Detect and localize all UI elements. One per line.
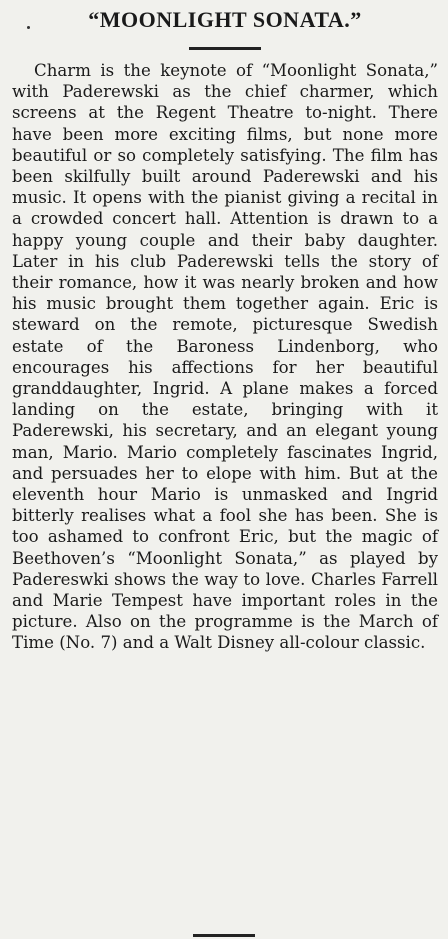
print-speck [27, 26, 30, 29]
headline-rule [189, 47, 261, 50]
article-body: Charm is the keynote of “Moonlight Sonata,” with Paderewski as the chief charmer, which screens at the Regent Theatre to-night. There have been more exciting films, but none more beautiful or so completely satisfying. The film has been skilfully built around Paderewski and his music. It opens with the pianist giving a recital in a crowded concert hall. Attention is drawn to a happy young couple and their baby daughter. Later in his club Paderewski tells the story of their romance, how it was nearly broken and how his music brought them together again. Eric is steward on the remote, picturesque Swedish estate of the Baroness Lindenborg, who encourages his affections for her beautiful granddaughter, Ingrid. A plane makes a forced landing on the estate, bringing with it Paderewski, his secretary, and an elegant young man, Mario. Mario completely fascinates Ingrid, and persuades her to elope with him. But at the eleventh hour Mario is unmasked and Ingrid bitterly realises what a fool she has been. She is too ashamed to confront Eric, but the magic of Beethoven’s “Moonlight Sonata,” as played by Padereswki shows the way to love. Charles Farrell and Marie Tempest have important roles in the picture. Also on the programme is the March of Time (No. 7) and a Walt Disney all-colour classic. [12, 61, 438, 653]
article-headline: “MOONLIGHT SONATA.” [88, 7, 362, 32]
column-end-rule [193, 934, 255, 937]
